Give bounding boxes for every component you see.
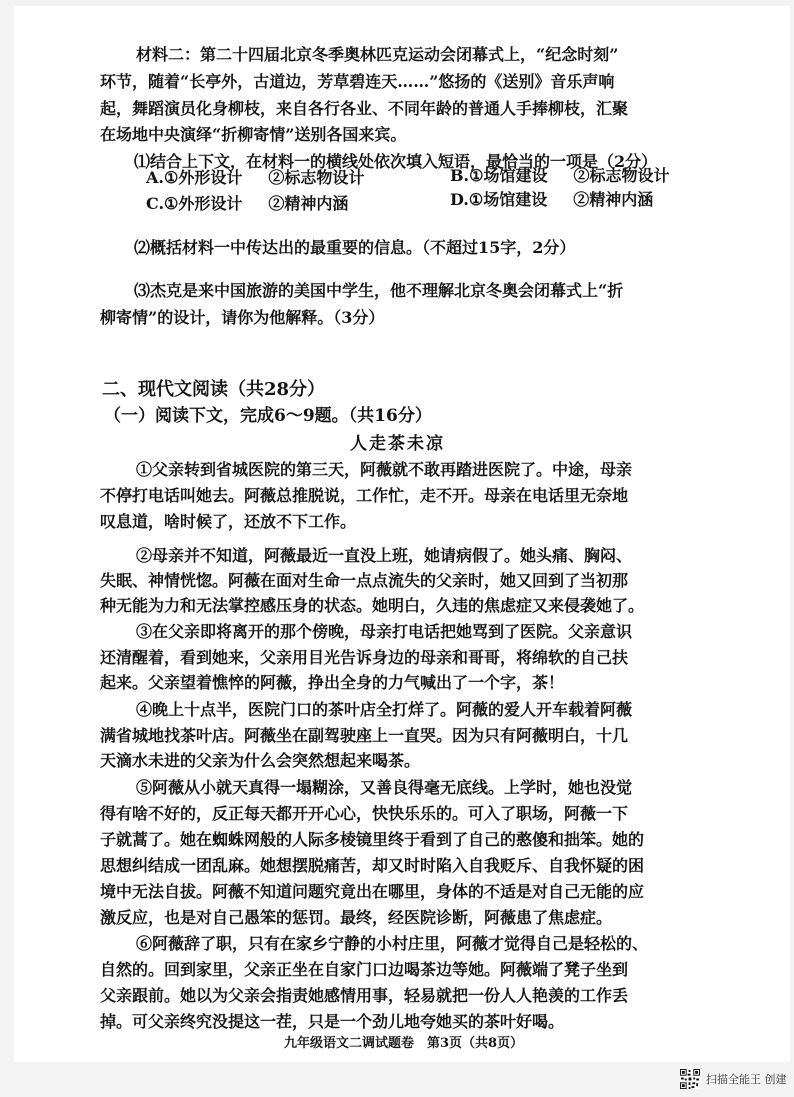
article-line: ④晚上十点半，医院门口的茶叶店全打烊了。阿薇的爱人开车载着阿薇: [136, 700, 633, 719]
option-second: ②精神内涵: [573, 190, 654, 209]
question-1-stem: ⑴结合上下文，在材料一的横线处依次填入短语，最恰当的一项是（2分）: [134, 152, 658, 171]
article-line: 境中无法自拔。阿薇不知道问题究竟出在哪里，身体的不适是对自己无能的应: [100, 882, 645, 901]
article-line: 还清醒着，看到她来，父亲用目光告诉身边的母亲和哥哥，将绵软的自己扶: [100, 648, 629, 667]
article-line: 天滴水未进的父亲为什么会突然想起来喝茶。: [100, 751, 421, 770]
article-line: 叹息道，啥时候了，还放不下工作。: [100, 512, 357, 531]
option-letter: D.: [450, 190, 469, 209]
option-first: ①场馆建设: [468, 190, 548, 209]
article-line: 思想纠结成一团乱麻。她想摆脱痛苦，却又时时陷入自我贬斥、自我怀疑的困: [100, 856, 645, 875]
article-line: ⑥阿薇辞了职，只有在家乡宁静的小村庄里，阿薇才觉得自己是轻松的、: [136, 934, 649, 953]
article-line: ③在父亲即将离开的那个傍晚，母亲打电话把她骂到了医院。父亲意识: [136, 622, 633, 641]
article-line: 种无能为力和无法掌控感压身的状态。她明白，久违的焦虑症又来侵袭她了。: [100, 596, 645, 615]
material-two-line: 材料二：第二十四届北京冬季奥林匹克运动会闭幕式上，“纪念时刻”: [136, 45, 619, 64]
option-first: ①场馆建设: [469, 166, 548, 185]
article-line: 失眠、神情恍惚。阿薇在面对生命一点点流失的父亲时，她又回到了当初那: [100, 571, 629, 590]
article-line: 自然的。回到家里，父亲正坐在自家门口边喝茶边等她。阿薇端了凳子坐到: [100, 960, 629, 979]
option-c: [146, 193, 348, 215]
option-a: [146, 167, 364, 189]
article-line: ②母亲并不知道，阿薇最近一直没上班，她请病假了。她头痛、胸闷、: [136, 546, 633, 565]
option-b: [450, 165, 669, 187]
question-3-line: ⑶杰克是来中国旅游的美国中学生，他不理解北京冬奥会闭幕式上“折: [134, 281, 624, 300]
question-2-stem: ⑵概括材料一中传达出的最重要的信息。（不超过15字，2分）: [134, 238, 576, 257]
article-line: 得有啥不好的，反正每天都开开心心，快快乐乐的。可入了职场，阿薇一下: [100, 804, 629, 823]
option-d: [450, 189, 653, 211]
scanner-watermark: [680, 1068, 787, 1090]
article-title: 人走茶未凉: [350, 434, 445, 454]
article-line: 起来。父亲望着憔悴的阿薇，挣出全身的力气喊出了一个字，茶！: [100, 673, 565, 692]
option-first: ①外形设计: [163, 168, 243, 187]
exam-page: [14, 6, 790, 1062]
qr-code-icon: [680, 1069, 700, 1089]
article-line: 父亲跟前。她以为父亲会指责她感情用事，轻易就把一份人人艳羡的工作丢: [100, 986, 629, 1005]
option-second: ②标志物设计: [573, 166, 670, 185]
page-footer: 九年级语文二调试题卷 第3页（共8页）: [284, 1036, 524, 1051]
question-3-line: 柳寄情”的设计，请你为他解释。（3分）: [100, 308, 385, 327]
watermark-text: 扫描全能王 创建: [706, 1073, 787, 1086]
option-first: ①外形设计: [164, 194, 243, 213]
article-line: 激反应，也是对自己愚笨的惩罚。最终，经医院诊断，阿薇患了焦虑症。: [100, 908, 613, 927]
article-line: 满省城地找茶叶店。阿薇坐在副驾驶座上一直哭。因为只有阿薇明白，十几: [100, 726, 629, 745]
option-letter: A.: [146, 168, 164, 187]
article-line: 子就蒿了。她在蜘蛛网般的人际多棱镜里终于看到了自己的憨傻和拙笨。她的: [100, 830, 645, 849]
option-letter: B.: [450, 166, 470, 185]
section-title: 二、现代文阅读（共28分）: [102, 379, 326, 400]
article-line: ①父亲转到省城医院的第三天，阿薇就不敢再踏进医院了。中途，母亲: [136, 460, 633, 479]
material-two-line: 在场地中央演绎“折柳寄情”送别各国来宾。: [100, 125, 407, 144]
option-second: ②标志物设计: [268, 168, 365, 187]
subsection-title: （一）阅读下文，完成6～9题。（共16分）: [104, 406, 432, 426]
option-letter: C.: [146, 194, 165, 213]
material-two-line: 环节，随着“长亭外，古道边，芳草碧连天……”悠扬的《送别》音乐声响: [100, 72, 615, 91]
article-line: 不停打电话叫她去。阿薇总推脱说，工作忙，走不开。母亲在电话里无奈地: [100, 486, 629, 505]
option-second: ②精神内涵: [268, 194, 349, 213]
material-two-line: 起，舞蹈演员化身柳枝，来自各行各业、不同年龄的普通人手捧柳枝，汇聚: [100, 99, 629, 118]
article-line: ⑤阿薇从小就天真得一塌糊涂，又善良得毫无底线。上学时，她也没觉: [136, 778, 633, 797]
article-line: 掉。可父亲终究没提这一茬，只是一个劲儿地夸她买的茶叶好喝。: [100, 1012, 565, 1031]
